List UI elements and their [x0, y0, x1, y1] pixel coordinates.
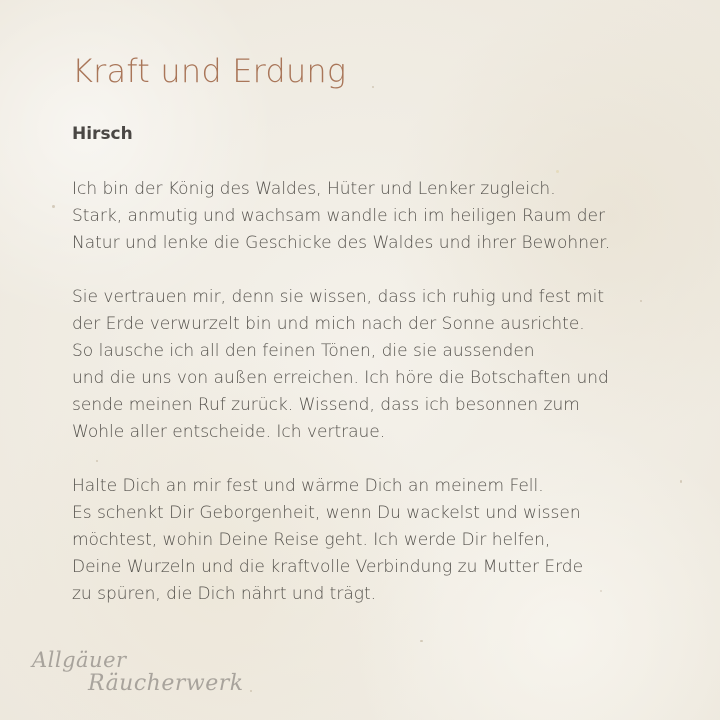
text-line: Ich bin der König des Waldes, Hüter und Lenker zugleich. — [72, 179, 556, 199]
text-line: Wohle aller entscheide. Ich vertraue. — [72, 422, 386, 442]
page-title: Kraft und Erdung — [72, 52, 347, 90]
logo-line-2: Räucherwerk — [88, 671, 244, 696]
paper-speck — [420, 640, 423, 642]
subtitle: Hirsch — [72, 124, 133, 144]
text-line: Deine Wurzeln und die kraftvolle Verbindung zu Mutter Erde — [72, 557, 584, 577]
paper-speck — [250, 690, 252, 692]
brand-logo — [32, 650, 244, 695]
paper-speck — [52, 205, 55, 208]
text-line: möchtest, wohin Deine Reise geht. Ich werde Dir helfen, — [72, 530, 551, 550]
paragraph — [72, 284, 672, 446]
paper-speck — [372, 86, 374, 88]
text-line: der Erde verwurzelt bin und mich nach der Sonne ausrichte. — [72, 314, 585, 334]
paragraph — [72, 473, 672, 608]
body-text — [72, 176, 672, 635]
text-line: Stark, anmutig und wachsam wandle ich im heiligen Raum der — [72, 206, 605, 226]
text-line: und die uns von außen erreichen. Ich höre die Botschaften und — [72, 368, 609, 388]
text-line: zu spüren, die Dich nährt und trägt. — [72, 584, 377, 604]
text-line: Halte Dich an mir fest und wärme Dich an meinem Fell. — [72, 476, 544, 496]
text-line: sende meinen Ruf zurück. Wissend, dass ich besonnen zum — [72, 395, 580, 415]
text-line: Sie vertrauen mir, denn sie wissen, dass ich ruhig und fest mit — [72, 287, 604, 307]
paragraph — [72, 176, 672, 257]
logo-line-1: Allgäuer — [32, 648, 127, 672]
text-line: So lausche ich all den feinen Tönen, die sie aussenden — [72, 341, 535, 361]
paper-speck — [556, 170, 559, 173]
text-line: Natur und lenke die Geschicke des Waldes und ihrer Bewohner. — [72, 233, 611, 253]
paper-speck — [680, 480, 682, 483]
text-line: Es schenkt Dir Geborgenheit, wenn Du wackelst und wissen — [72, 503, 581, 523]
